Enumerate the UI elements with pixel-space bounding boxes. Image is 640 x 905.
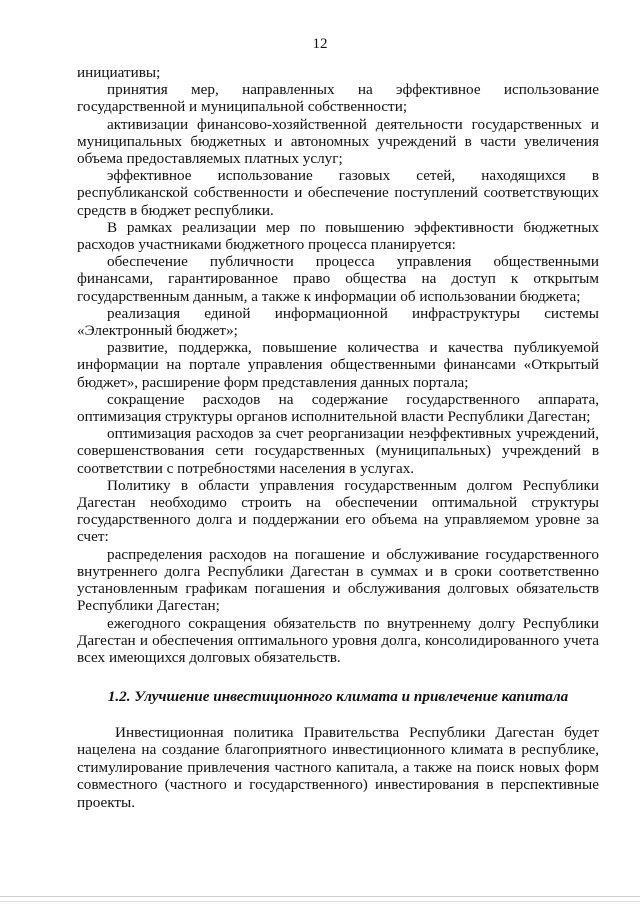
body-paragraph: развитие, поддержка, повышение количества и качества публикуемой информации на портале управления общественными финансами «Открытый бюджет», расширение форм представления данных портала; xyxy=(77,339,599,391)
scan-edge-line xyxy=(0,896,640,897)
body-paragraph: обеспечение публичности процесса управления общественными финансами, гарантированное право общества на доступ к открытым государственным данным, а также к информации об использовании бюджета; xyxy=(77,253,599,305)
body-paragraph: Политику в области управления государственным долгом Республики Дагестан необходимо строить на обеспечении оптимальной структуры государственного долга и поддержании его объема на управляемом уровне за счет: xyxy=(77,476,599,546)
body-paragraph: оптимизация расходов за счет реорганизации неэффективных учреждений, совершенствования сети государственных (муниципальных) учреждений в соответствии с потребностями населения в услугах. xyxy=(77,425,599,477)
page-number: 12 xyxy=(312,36,328,52)
body-paragraph: ежегодного сокращения обязательств по внутреннему долгу Республики Дагестан и обеспечения оптимального уровня долга, консолидированного учета всех имеющихся долговых обязательств. xyxy=(77,614,599,666)
body-paragraph: инициативы; xyxy=(77,64,161,81)
body-paragraph: распределения расходов на погашение и обслуживание государственного внутреннего долга Республики Дагестан в суммах и в сроки соответственно установленным графикам погашения и обслуживания долговых обязательств Республики Дагестан; xyxy=(77,545,599,615)
body-paragraph: эффективное использование газовых сетей, находящихся в республиканской собственности и обеспечение поступлений соответствующих средств в бюджет республики. xyxy=(77,167,599,219)
body-text xyxy=(77,64,599,666)
scan-edge-line xyxy=(0,901,640,902)
section-heading: 1.2. Улучшение инвестиционного климата и привлечение капитала xyxy=(107,688,569,705)
section-paragraph: Инвестиционная политика Правительства Республики Дагестан будет нацелена на создание благоприятного инвестиционного климата в республике, стимулирование привлечения частного капитала, а также на поиск новых форм совместного (частного и государственного) инвестирования в перспективные проекты. xyxy=(77,724,599,811)
body-paragraph: реализация единой информационной инфраструктуры системы «Электронный бюджет»; xyxy=(77,304,599,340)
body-paragraph: принятия мер, направленных на эффективное использование государственной и муниципальной собственности; xyxy=(77,81,599,116)
body-paragraph: активизации финансово-хозяйственной деятельности государственных и муниципальных бюджетных и автономных учреждений в части увеличения объема предоставляемых платных услуг; xyxy=(77,115,599,168)
body-paragraph: В рамках реализации мер по повышению эффективности бюджетных расходов участниками бюджетного процесса планируется: xyxy=(77,218,599,254)
body-paragraph: сокращение расходов на содержание государственного аппарата, оптимизация структуры органов исполнительной власти Республики Дагестан; xyxy=(77,390,599,426)
